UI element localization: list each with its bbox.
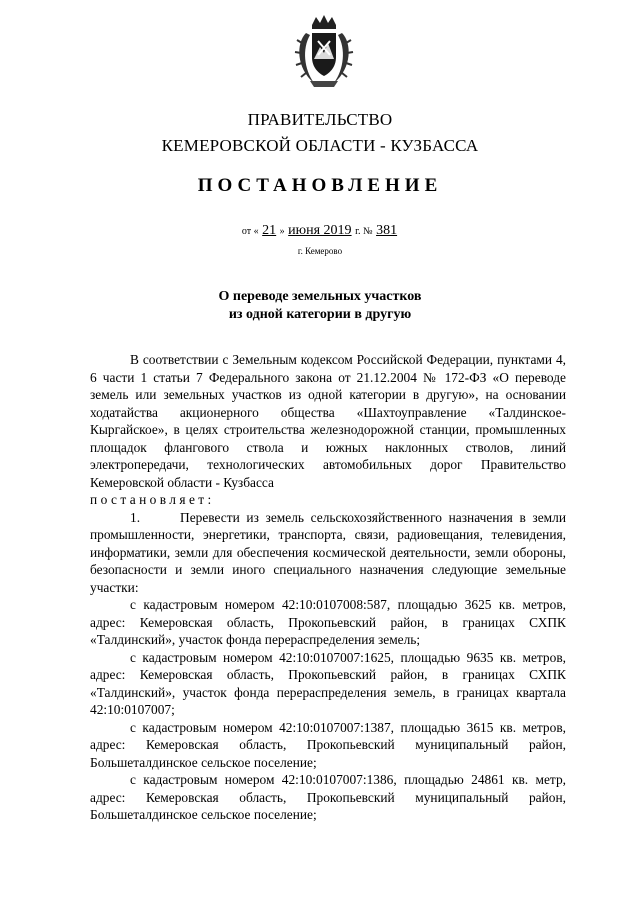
preamble-paragraph: В соответствии с Земельным кодексом Российской Федерации, пунктами 4, 6 части 1 статьи 7 Федерального закона от 21.12.2004 № 172-ФЗ «О переводе земель или земельных участков из одной категории в другую», на основании ходатайства акционерного общества «Шахтоуправление «Талдинское-Кыргайское», в целях строительства железнодорожной станции, промышленных площадок флангового ствола и южных наклонных стволов, линий электропередачи, технологических автомобильных дорог Правительство Кемеровской области - Кузбасса <box>90 352 566 490</box>
authority-name-line1: ПРАВИТЕЛЬСТВО <box>247 110 393 129</box>
date-prefix: от « <box>241 226 259 237</box>
date-day: 21 <box>262 223 277 238</box>
parcel-item: с кадастровым номером 42:10:0107007:1387, площадью 3615 кв. метров, адрес: Кемеровская область, Прокопьевский муниципальный район, Большеталдинское сельское поселение; <box>90 719 566 770</box>
parcel-item: с кадастровым номером 42:10:0107008:587, площадью 3625 кв. метров, адрес: Кемеровская область, Прокопьевский район, в границах СХПК «Талдинский», участок фонда перераспределения земель; <box>90 597 566 647</box>
city-label: г. Кемерово <box>297 246 343 256</box>
date-separator: » <box>279 226 285 237</box>
document-number: 381 <box>376 223 398 238</box>
document-body <box>90 351 566 824</box>
date-month-year: июня 2019 <box>288 223 352 238</box>
date-suffix: г. № <box>355 226 373 237</box>
parcel-item: с кадастровым номером 42:10:0107007:1386, площадью 24861 кв. метр, адрес: Кемеровская область, Прокопьевский муниципальный район, Большеталдинское сельское поселение; <box>90 772 566 822</box>
document-title-line1: О переводе земельных участков <box>218 289 422 304</box>
parcel-item: с кадастровым номером 42:10:0107007:1625, площадью 9635 кв. метров, адрес: Кемеровская область, Прокопьевский район, в границах СХПК «Талдинский», участок фонда перераспределения земель, в границах квартала 42:10:0107007; <box>90 649 566 717</box>
document-type-heading: ПОСТАНОВЛЕНИЕ <box>197 175 443 196</box>
authority-name-line2: КЕМЕРОВСКОЙ ОБЛАСТИ - КУЗБАССА <box>161 136 479 155</box>
date-number-line <box>0 223 640 239</box>
coat-of-arms-icon <box>292 13 356 91</box>
resolves-word: постановляет: <box>90 492 215 507</box>
point-1-paragraph: 1. Перевести из земель сельскохозяйственного назначения в земли промышленности, энергетики, транспорта, связи, радиовещания, телевидения, информатики, земли для обеспечения космической деятельности, земли обороны, безопасности и земли иного специального назначения следующие земельные участки: <box>90 509 566 595</box>
document-title-line2: из одной категории в другую <box>228 307 412 322</box>
